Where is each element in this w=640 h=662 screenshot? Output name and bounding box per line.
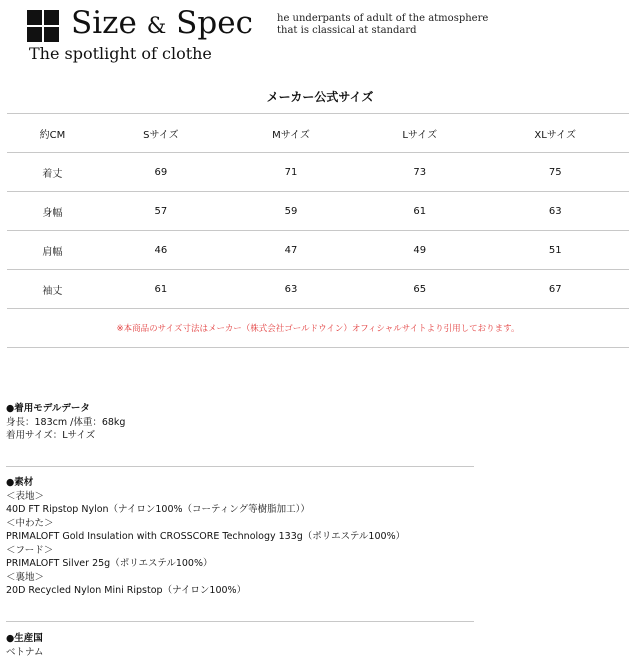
model-data-title: ●着用モデルデータ (6, 403, 90, 414)
material-line: 20D Recycled Nylon Mini Ripstop（ナイロン100%） (6, 585, 247, 596)
section-divider (6, 466, 474, 467)
material-line: ＜フード＞ (6, 544, 54, 556)
logo-squares-icon (27, 10, 59, 42)
table-cell: 47 (224, 231, 358, 270)
table-row (7, 153, 629, 192)
material-title: ●素材 (6, 477, 34, 488)
row-label: 身幅 (7, 192, 98, 231)
column-header: Mサイズ (224, 114, 358, 153)
logo-title (71, 4, 253, 46)
row-label: 着丈 (7, 153, 98, 192)
logo-title-main: Size (71, 5, 137, 41)
logo-title-amp: & (146, 14, 167, 39)
table-row (7, 270, 629, 309)
material-line: ＜裏地＞ (6, 571, 45, 583)
table-header-row (7, 114, 629, 153)
table-cell: 51 (481, 231, 629, 270)
column-header: 約CM (7, 114, 98, 153)
logo-subtitle: The spotlight of clothe (29, 44, 212, 63)
tagline (277, 13, 488, 37)
header (27, 6, 627, 66)
size-note-row (7, 309, 629, 348)
table-cell: 61 (98, 270, 224, 309)
material-line: PRIMALOFT Silver 25g（ポリエステル100%） (6, 558, 213, 569)
table-cell: 49 (358, 231, 481, 270)
material-section (6, 476, 405, 598)
table-cell: 63 (224, 270, 358, 309)
size-heading: メーカー公式サイズ (266, 90, 374, 104)
material-line: ＜表地＞ (6, 490, 45, 502)
table-cell: 71 (224, 153, 358, 192)
material-line: ＜中わた＞ (6, 517, 54, 529)
table-cell: 61 (358, 192, 481, 231)
origin-value: ベトナム (6, 646, 44, 658)
size-table (7, 113, 629, 309)
material-line: PRIMALOFT Gold Insulation with CROSSCORE Technology 133g（ポリエステル100%） (6, 531, 406, 542)
material-line: 40D FT Ripstop Nylon（ナイロン100%（コーティング等樹脂加工）） (6, 504, 310, 515)
origin-title: ●生産国 (6, 633, 43, 644)
model-data-section (6, 402, 125, 443)
column-header: Sサイズ (98, 114, 224, 153)
table-cell: 46 (98, 231, 224, 270)
row-label: 袖丈 (7, 270, 98, 309)
table-cell: 63 (481, 192, 629, 231)
model-data-line: 着用サイズ：Lサイズ (6, 430, 96, 441)
logo-title-end: Spec (176, 5, 253, 41)
size-note: ※本商品のサイズ寸法はメーカー（株式会社ゴールドウイン）オフィシャルサイトより引用しております。 (116, 324, 520, 334)
table-cell: 59 (224, 192, 358, 231)
column-header: Lサイズ (358, 114, 481, 153)
table-cell: 57 (98, 192, 224, 231)
model-data-line: 身長：183cm /体重：68kg (6, 416, 126, 428)
column-header: XLサイズ (481, 114, 629, 153)
table-cell: 75 (481, 153, 629, 192)
table-row (7, 231, 629, 270)
table-cell: 65 (358, 270, 481, 309)
table-cell: 69 (98, 153, 224, 192)
origin-section (6, 632, 44, 659)
section-divider (6, 621, 474, 622)
tagline-line-1: he underpants of adult of the atmosphere (277, 13, 489, 24)
tagline-line-2: that is classical at standard (277, 25, 417, 36)
table-cell: 73 (358, 153, 481, 192)
table-row (7, 192, 629, 231)
row-label: 肩幅 (7, 231, 98, 270)
table-cell: 67 (481, 270, 629, 309)
